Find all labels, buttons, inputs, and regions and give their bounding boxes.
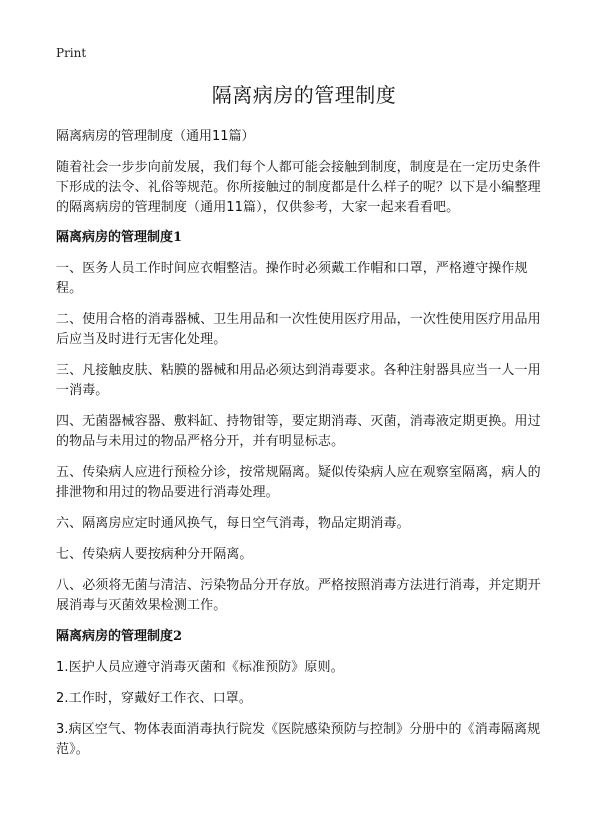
page-title: 隔离病房的管理制度 xyxy=(211,83,397,107)
section-1-item: 四、无菌器械容器、敷料缸、持物钳等，要定期消毒、灭菌，消毒液定期更换。用过的物品与未用过的物品严格分开，并有明显标志。 xyxy=(56,414,541,449)
section-2-item: 2.工作时，穿戴好工作衣、口罩。 xyxy=(56,691,253,706)
section-1-item: 五、传染病人应进行预检分诊，按常规隔离。疑似传染病人应在观察室隔离，病人的排泄物和用过的物品要进行消毒处理。 xyxy=(56,465,541,500)
section-heading-2: 隔离病房的管理制度2 xyxy=(56,629,183,644)
section-1-item: 七、传染病人要按病种分开隔离。 xyxy=(56,547,253,562)
intro-paragraph: 随着社会一步步向前发展，我们每个人都可能会接触到制度，制度是在一定历史条件下形成的法令、礼俗等规范。你所接触过的制度都是什么样子的呢？以下是小编整理的隔离病房的管理制度（通用11篇），仅供参考，大家一起来看看吧。 xyxy=(56,160,541,215)
section-heading-1: 隔离病房的管理制度1 xyxy=(56,230,183,245)
print-link[interactable]: Print xyxy=(56,46,87,60)
section-1-item: 二、使用合格的消毒器械、卫生用品和一次性使用医疗用品，一次性使用医疗用品用后应当及时进行无害化处理。 xyxy=(56,312,541,347)
section-1-item: 六、隔离房应定时通风换气，每日空气消毒，物品定期消毒。 xyxy=(56,516,410,531)
section-1-item: 八、必须将无菌与清洁、污染物品分开存放。严格按照消毒方法进行消毒，并定期开展消毒与灭菌效果检测工作。 xyxy=(56,578,541,613)
section-2-item: 1.医护人员应遵守消毒灭菌和《标准预防》原则。 xyxy=(56,660,344,675)
document-subtitle: 隔离病房的管理制度（通用11篇） xyxy=(56,129,255,144)
section-2-item: 3.病区空气、物体表面消毒执行院发《医院感染预防与控制》分册中的《消毒隔离规范》。 xyxy=(56,722,541,757)
section-1-item: 三、凡接触皮肤、粘膜的器械和用品必须达到消毒要求。各种注射器具应当一人一用一消毒。 xyxy=(56,363,541,398)
section-1-item: 一、医务人员工作时间应衣帽整洁。操作时必须戴工作帽和口罩，严格遵守操作规程。 xyxy=(56,261,528,296)
